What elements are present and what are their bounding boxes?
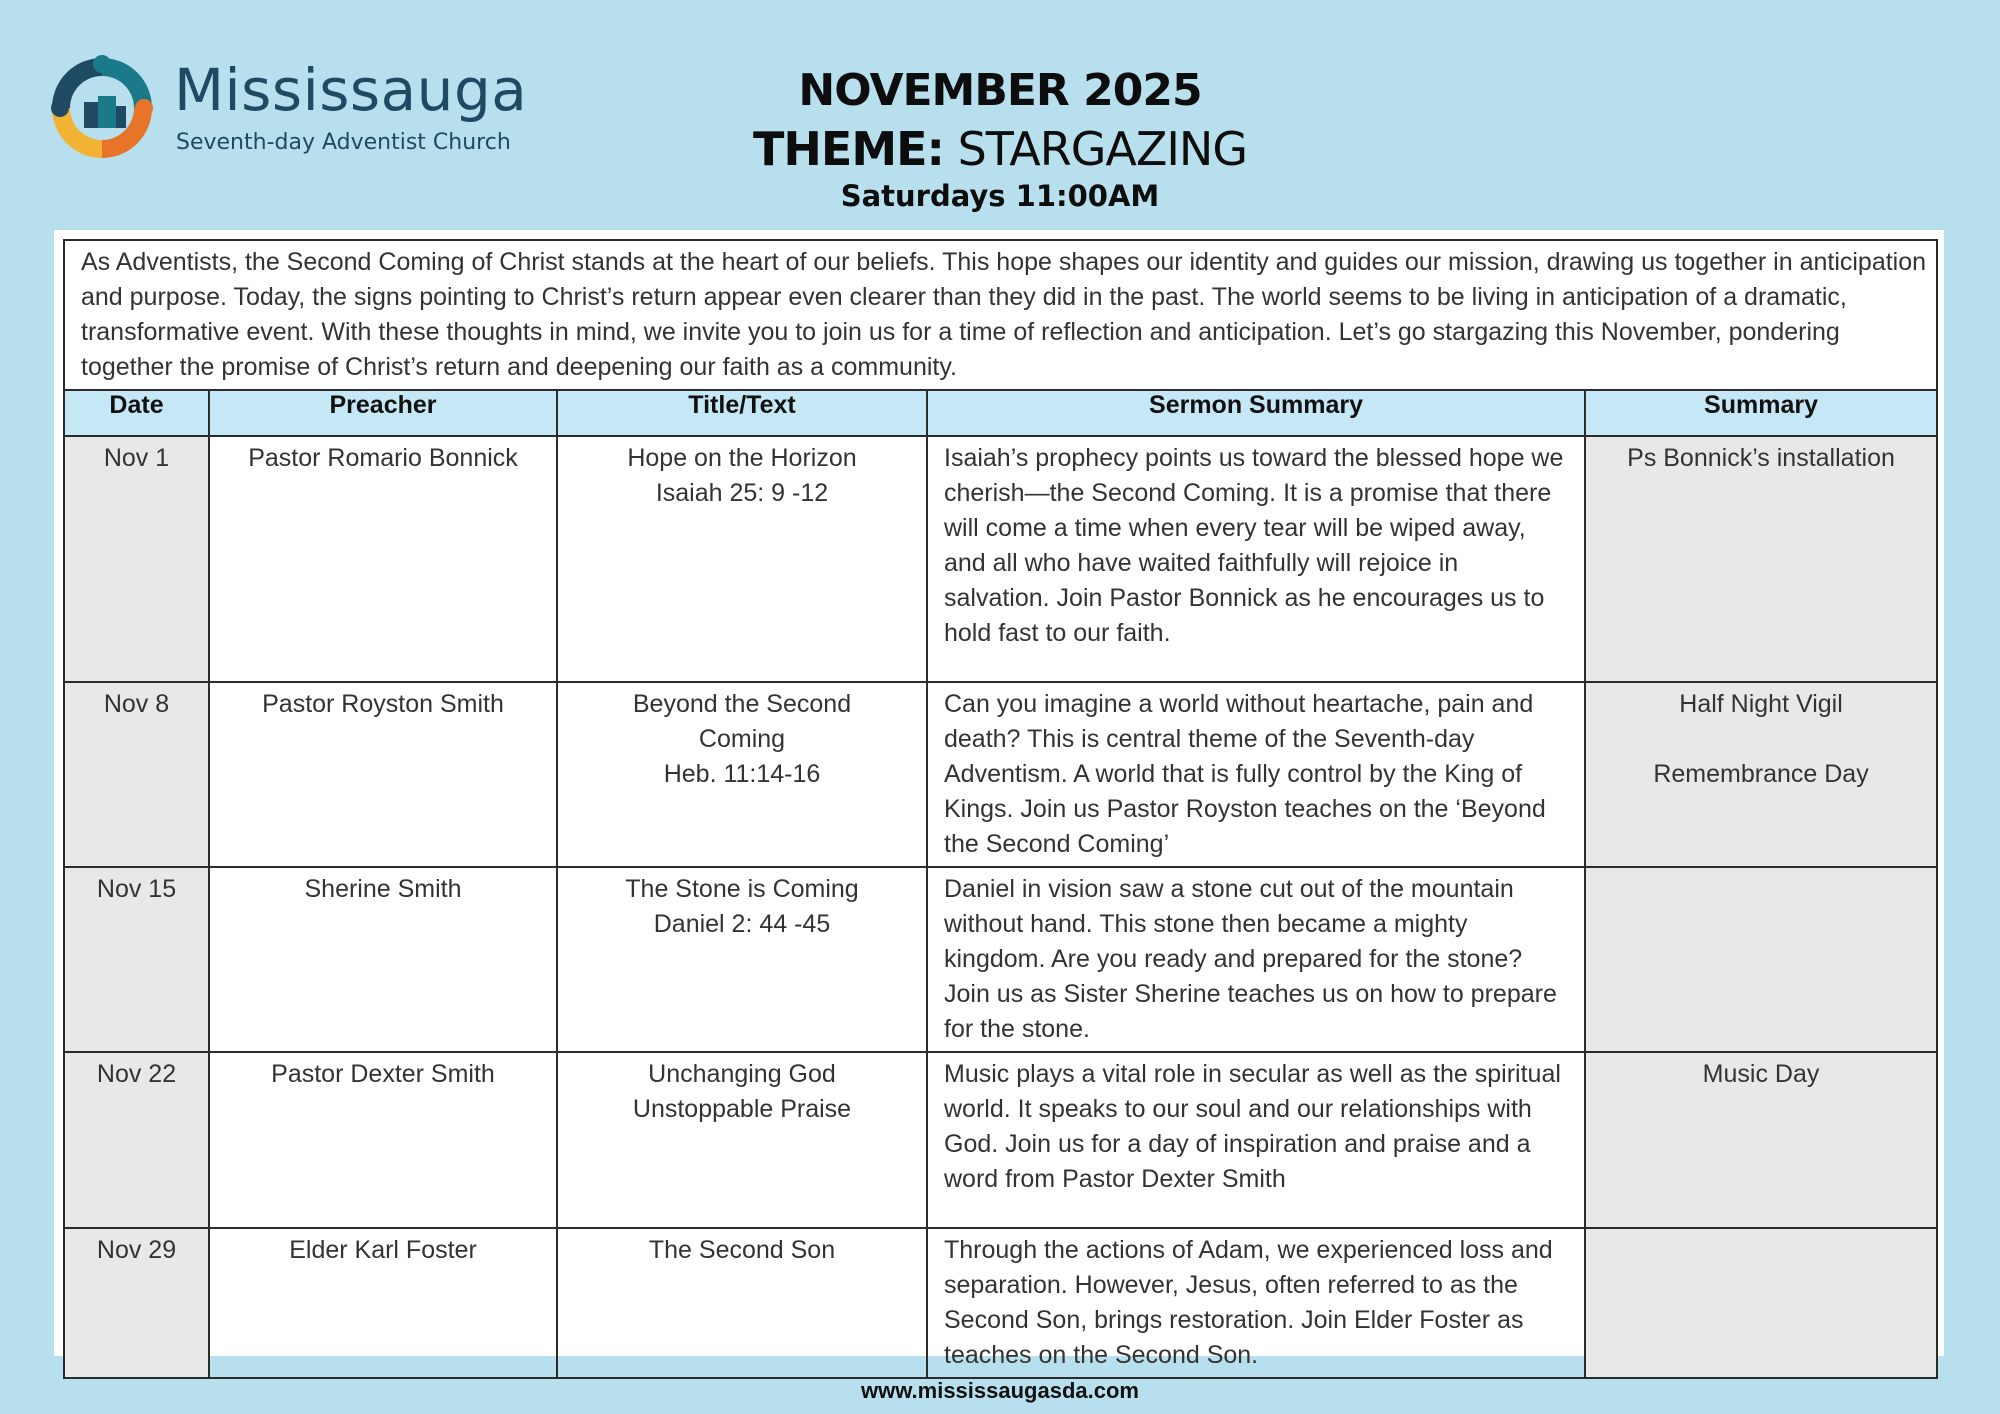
date-cell: Nov 22 bbox=[64, 1052, 209, 1228]
date-cell: Nov 8 bbox=[64, 682, 209, 867]
table-row bbox=[64, 867, 1937, 1052]
sermon-summary-cell: Isaiah’s prophecy points us toward the blessed hope we cherish—the Second Coming. It is a promise that there will come a time when every tear will be wiped away, and all who have waited faithfully will rejoice in salvation. Join Pastor Bonnick as he encourages us to hold fast to our faith. bbox=[927, 436, 1585, 682]
theme-label: THEME: bbox=[753, 122, 944, 176]
intro-text: As Adventists, the Second Coming of Christ stands at the heart of our beliefs. This hope shapes our identity and guides our mission, drawing us together in anticipation and purpose. Today, the signs pointing to Christ’s return appear even clearer than they did in the past. The world seems to be living in anticipation of a dramatic, transformative event. With these thoughts in mind, we invite you to join us for a time of reflection and anticipation. Let’s go stargazing this November, pondering together the promise of Christ’s return and deepening our faith as a community. bbox=[64, 240, 1937, 390]
column-header-date: Date bbox=[64, 390, 209, 436]
summary-cell bbox=[1585, 1228, 1937, 1378]
scripture-text: Isaiah 25: 9 -12 bbox=[655, 479, 829, 507]
column-header-sermon-summary: Sermon Summary bbox=[927, 390, 1585, 436]
church-name: Mississauga bbox=[174, 56, 528, 124]
sermon-title: Hope on the Horizon bbox=[627, 444, 857, 472]
sermon-title: Beyond the Second Coming bbox=[632, 690, 852, 753]
table-row bbox=[64, 1052, 1937, 1228]
column-header-title-text: Title/Text bbox=[557, 390, 927, 436]
page-header bbox=[700, 62, 1300, 214]
sermon-title: The Stone is Coming bbox=[625, 875, 859, 903]
date-cell: Nov 1 bbox=[64, 436, 209, 682]
sermon-summary-cell: Through the actions of Adam, we experienced loss and separation. However, Jesus, often referred to as the Second Son, brings restoration. Join Elder Foster as teaches on the Second Son. bbox=[927, 1228, 1585, 1378]
theme-line bbox=[700, 120, 1300, 178]
title-cell bbox=[557, 436, 927, 682]
summary-note: Ps Bonnick’s installation bbox=[1627, 444, 1895, 472]
title-cell bbox=[557, 1052, 927, 1228]
scripture-text: Heb. 11:14-16 bbox=[663, 760, 821, 788]
table-row bbox=[64, 436, 1937, 682]
summary-cell bbox=[1585, 1052, 1937, 1228]
header-row bbox=[64, 390, 1937, 436]
table-row bbox=[64, 1228, 1937, 1378]
intro-row bbox=[64, 240, 1937, 390]
month-title: NOVEMBER 2025 bbox=[798, 65, 1202, 116]
preacher-cell: Pastor Romario Bonnick bbox=[209, 436, 557, 682]
title-cell bbox=[557, 1228, 927, 1378]
column-header-preacher: Preacher bbox=[209, 390, 557, 436]
church-logo-icon bbox=[46, 52, 158, 164]
sermon-schedule-table bbox=[63, 239, 1938, 1379]
schedule-sheet bbox=[54, 230, 1944, 1369]
summary-cell bbox=[1585, 682, 1937, 867]
sermon-summary-cell: Daniel in vision saw a stone cut out of the mountain without hand. This stone then became a mighty kingdom. Are you ready and prepared for the stone? Join us as Sister Sherine teaches us on how to prepare for the stone. bbox=[927, 867, 1585, 1052]
summary-cell bbox=[1585, 436, 1937, 682]
sermon-title-line2: Unstoppable Praise bbox=[632, 1095, 852, 1123]
preacher-cell: Elder Karl Foster bbox=[209, 1228, 557, 1378]
title-cell bbox=[557, 867, 927, 1052]
summary-note: Half Night Vigil bbox=[1679, 690, 1843, 718]
preacher-cell: Pastor Dexter Smith bbox=[209, 1052, 557, 1228]
scripture-text: Daniel 2: 44 -45 bbox=[653, 910, 831, 938]
preacher-cell: Pastor Royston Smith bbox=[209, 682, 557, 867]
sermon-summary-cell: Music plays a vital role in secular as well as the spiritual world. It speaks to our soul and our relationships with God. Join us for a day of inspiration and praise and a word from Pastor Dexter Smith bbox=[927, 1052, 1585, 1228]
summary-note-secondary: Remembrance Day bbox=[1653, 760, 1869, 788]
summary-note: Music Day bbox=[1702, 1060, 1820, 1088]
church-logo bbox=[46, 50, 528, 165]
service-schedule: Saturdays 11:00AM bbox=[840, 179, 1160, 213]
sermon-title: Unchanging God bbox=[648, 1060, 836, 1088]
summary-cell bbox=[1585, 867, 1937, 1052]
sermon-title: The Second Son bbox=[648, 1236, 836, 1264]
sermon-summary-cell: Can you imagine a world without heartache, pain and death? This is central theme of the Seventh-day Adventism. A world that is fully control by the King of Kings. Join us Pastor Royston teaches on the ‘Beyond the Second Coming’ bbox=[927, 682, 1585, 867]
column-header-summary: Summary bbox=[1585, 390, 1937, 436]
date-cell: Nov 15 bbox=[64, 867, 209, 1052]
website-link[interactable]: www.mississaugasda.com bbox=[861, 1378, 1139, 1403]
theme-value: STARGAZING bbox=[957, 122, 1247, 176]
title-cell bbox=[557, 682, 927, 867]
date-cell: Nov 29 bbox=[64, 1228, 209, 1378]
preacher-cell: Sherine Smith bbox=[209, 867, 557, 1052]
church-subtitle: Seventh-day Adventist Church bbox=[176, 130, 511, 155]
table-row bbox=[64, 682, 1937, 867]
